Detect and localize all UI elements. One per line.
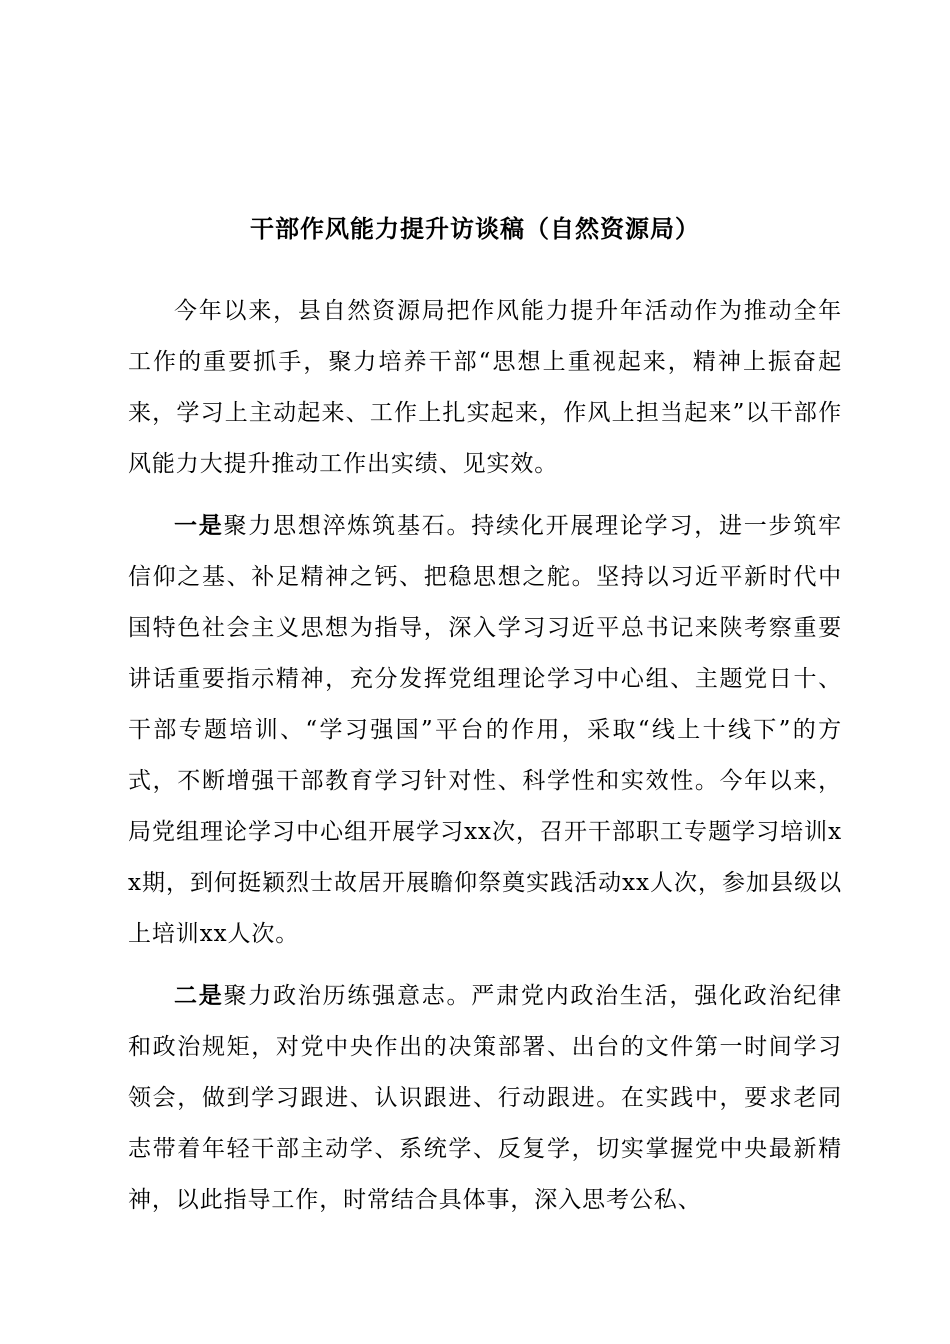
document-title: 干部作风能力提升访谈稿（自然资源局）	[250, 214, 700, 243]
intro-paragraph-text: 今年以来，县自然资源局把作风能力提升年活动作为推动全年工作的重要抓手，聚力培养干部“思想上重视起来，精神上振奋起来，学习上主动起来、工作上扎实起来，作风上担当起来”以干部作风能力大提升推动工作出实绩、见实效。	[128, 298, 842, 477]
point-two-text: 聚力政治历练强意志。严肃党内政治生活，强化政治纪律和政治规矩，对党中央作出的决策部署、出台的文件第一时间学习领会，做到学习跟进、认识跟进、行动跟进。在实践中，要求老同志带着年轻干部主动学、系统学、反复学，切实掌握党中央最新精神，以此指导工作，时常结合具体事，深入思考公私、	[128, 983, 842, 1213]
document-body	[128, 286, 842, 1236]
point-two-lead: 二是	[174, 982, 224, 1009]
intro-paragraph	[128, 286, 842, 490]
point-two-paragraph	[128, 970, 842, 1226]
point-one-lead: 一是	[174, 512, 224, 539]
point-one-paragraph	[128, 500, 842, 960]
point-one-text: 聚力思想淬炼筑基石。持续化开展理论学习，进一步筑牢信仰之基、补足精神之钙、把稳思想之舵。坚持以习近平新时代中国特色社会主义思想为指导，深入学习习近平总书记来陕考察重要讲话重要指示精神，充分发挥党组理论学习中心组、主题党日十、干部专题培训、“学习强国”平台的作用，采取“线上十线下”的方式，不断增强干部教育学习针对性、科学性和实效性。今年以来，局党组理论学习中心组开展学习xx次，召开干部职工专题学习培训xx期，到何挺颖烈士故居开展瞻仰祭奠实践活动xx人次，参加县级以上培训xx人次。	[128, 513, 842, 947]
